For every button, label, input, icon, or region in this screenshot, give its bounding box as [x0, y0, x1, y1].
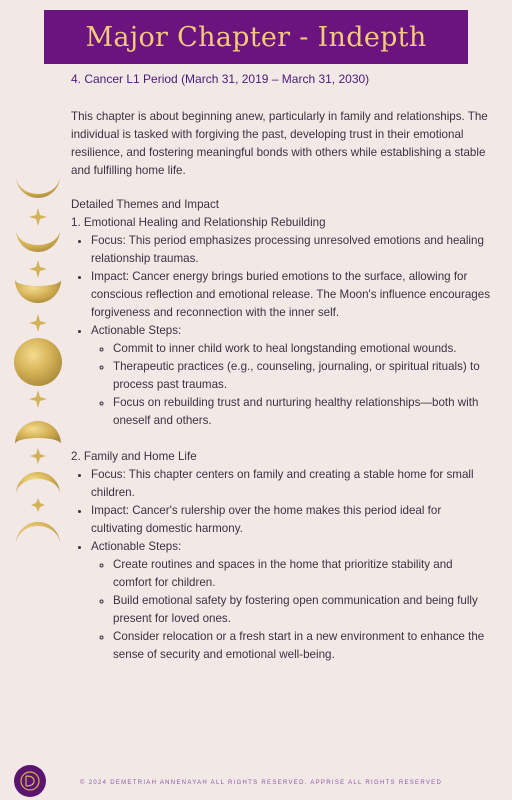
logo-emblem-icon	[19, 770, 41, 792]
page-title: Major Chapter - Indepth	[85, 21, 427, 53]
section1-steps-label: Actionable Steps:	[91, 324, 182, 337]
moon-phases-decoration	[10, 172, 66, 552]
copyright-footer: © 2024 DEMETRIAH ANNENAYAH ALL RIGHTS RESERVED. APPRISE ALL RIGHTS RESERVED	[80, 780, 443, 786]
section2-steps-list	[91, 556, 491, 664]
sparkle-icon	[29, 208, 47, 226]
sparkle-icon	[29, 260, 47, 278]
full-moon-icon	[14, 338, 62, 386]
brand-logo	[14, 765, 46, 797]
header-banner	[44, 10, 468, 64]
sparkle-icon	[29, 390, 47, 408]
themes-heading: Detailed Themes and Impact	[71, 198, 220, 211]
list-item: ◦ Therapeutic practices (e.g., counseling, journaling, or spiritual rituals) to process past traumas.	[113, 358, 491, 394]
sparkle-icon	[30, 448, 46, 464]
sparkle-icon	[31, 498, 45, 512]
section1-steps-list	[91, 340, 491, 430]
crescent-moon-icon	[16, 176, 60, 198]
list-item: ◦ Create routines and spaces in the home that prioritize stability and comfort for children.	[113, 556, 491, 592]
section1-heading: 1. Emotional Healing and Relationship Rebuilding	[71, 216, 326, 229]
section2-list	[71, 466, 491, 664]
section2-impact: • Impact: Cancer's rulership over the home makes this period ideal for cultivating domestic harmony.	[91, 502, 491, 538]
section1-steps	[91, 322, 491, 430]
section1-list	[71, 232, 491, 430]
crescent-moon-icon	[16, 230, 60, 252]
list-item: ◦ Consider relocation or a fresh start in a new environment to enhance the sense of security and emotional well-being.	[113, 628, 491, 664]
main-content	[71, 108, 491, 664]
section1-impact: • Impact: Cancer energy brings buried emotions to the surface, allowing for conscious reflection and emotional release. The Moon's influence encourages forgiveness and reconnection with the inner self.	[91, 268, 491, 322]
list-item: ◦ Commit to inner child work to heal longstanding emotional wounds.	[113, 340, 491, 358]
gibbous-moon-icon	[15, 280, 61, 303]
sparkle-icon	[29, 314, 47, 332]
intro-paragraph: This chapter is about beginning anew, particularly in family and relationships. The individual is tasked with forgiving the past, developing trust in their emotional resilience, and fostering meaningful bonds with others while establishing a stable and fulfilling home life.	[71, 110, 488, 177]
crescent-moon-icon	[16, 472, 60, 494]
crescent-moon-icon	[16, 522, 60, 544]
gibbous-moon-icon	[15, 421, 61, 444]
chapter-subtitle: 4. Cancer L1 Period (March 31, 2019 – March 31, 2030)	[71, 72, 370, 86]
section2-steps	[91, 538, 491, 664]
list-item: ◦ Focus on rebuilding trust and nurturing healthy relationships—both with oneself and others.	[113, 394, 491, 430]
section1-focus: • Focus: This period emphasizes processing unresolved emotions and healing relationship traumas.	[91, 232, 491, 268]
section2-focus: • Focus: This chapter centers on family and creating a stable home for small children.	[91, 466, 491, 502]
section2-steps-label: Actionable Steps:	[91, 540, 182, 553]
list-item: ◦ Build emotional safety by fostering open communication and being fully present for loved ones.	[113, 592, 491, 628]
section2-heading: 2. Family and Home Life	[71, 450, 197, 463]
